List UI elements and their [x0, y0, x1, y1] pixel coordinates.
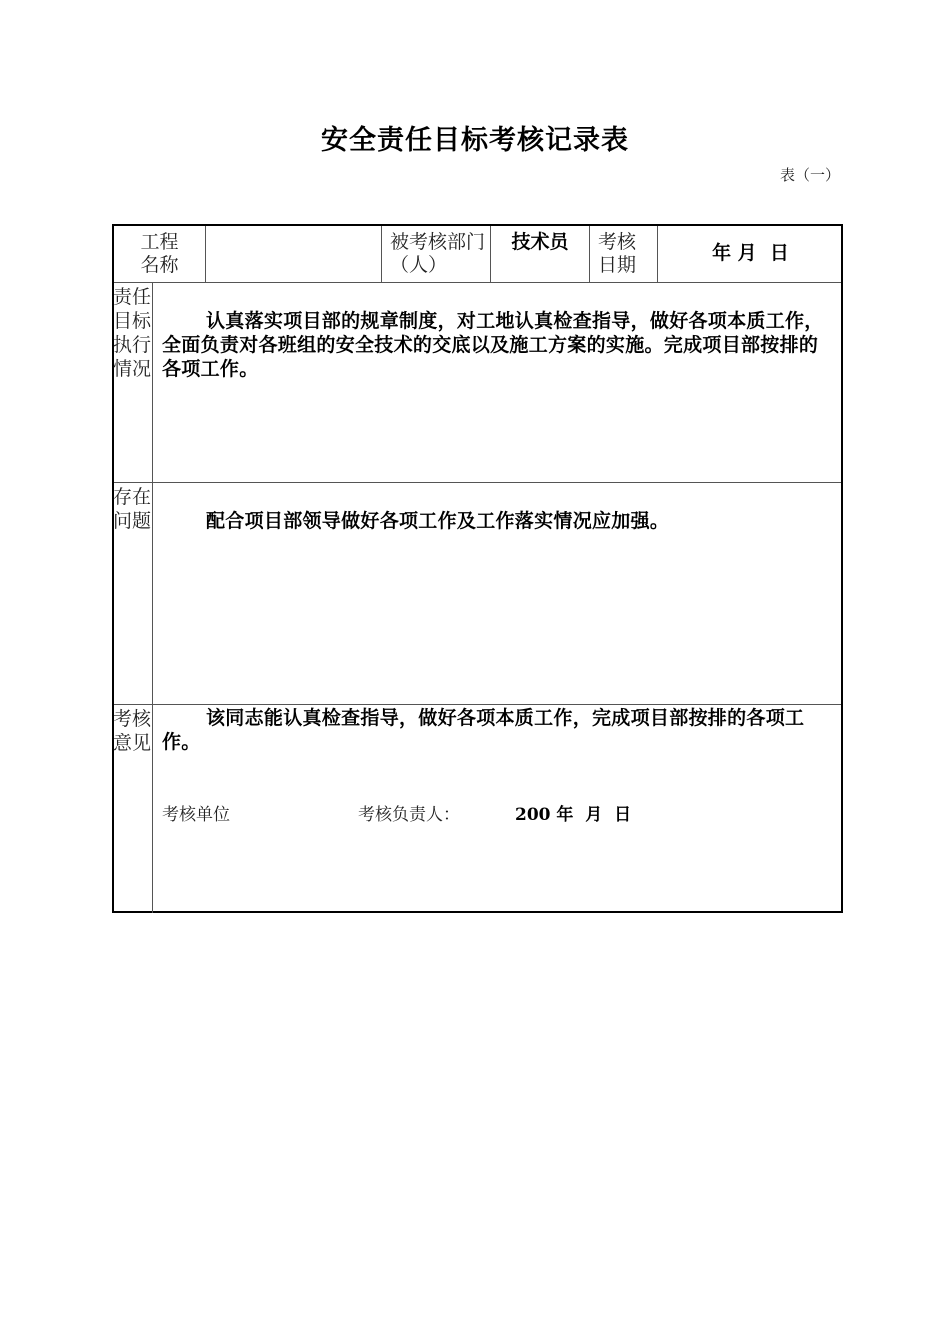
form-number: 表（一） [779, 166, 840, 184]
project-name-label: 工程名称 [140, 231, 179, 276]
assessment-sign-date[interactable]: 200 年 月 日 [515, 805, 632, 825]
assessed-dept-value[interactable]: 技术员 [511, 231, 569, 253]
assessment-unit-label: 考核单位 [162, 805, 230, 825]
section-label-issues: 存在问题 [112, 486, 151, 532]
section-content-issues[interactable]: 配合项目部领导做好各项工作及工作落实情况应加强。 [206, 510, 670, 532]
section-label-execution: 责任目标执行情况 [112, 286, 151, 380]
row-divider [114, 482, 841, 483]
section-content-opinion[interactable]: 该同志能认真检查指导，做好各项本质工作，完成项目部按排的各项工作。 [162, 707, 805, 753]
label-column-divider [152, 282, 153, 913]
assessment-form-table [112, 224, 843, 913]
project-name-field[interactable] [206, 226, 381, 282]
section-content-execution[interactable]: 认真落实项目部的规章制度，对工地认真检查指导，做好各项本质工作，全面负责对各班组的安全技术的交底以及施工方案的实施。完成项目部按排的各项工作。 [162, 310, 824, 380]
row-divider [114, 282, 841, 283]
row-divider [114, 704, 841, 705]
assessment-person-label: 考核负责人： [358, 805, 460, 825]
section-label-opinion: 考核意见 [112, 708, 151, 754]
column-divider [589, 226, 590, 282]
page-title: 安全责任目标考核记录表 [321, 125, 629, 156]
assessment-date-value[interactable]: 年 月 日 [712, 242, 789, 264]
assessed-dept-label: 被考核部门（人） [390, 231, 486, 276]
assessment-date-label: 考核日期 [598, 231, 637, 276]
column-divider [381, 226, 382, 282]
